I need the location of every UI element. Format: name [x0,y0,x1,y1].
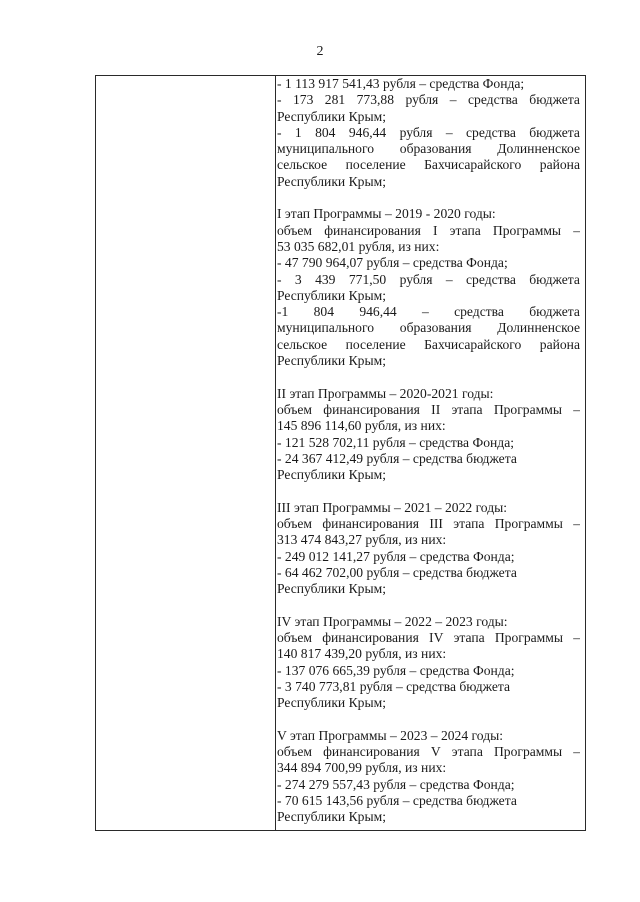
text-line: Республики Крым; [277,467,386,483]
text-line: - 249 012 141,27 рубля – средства Фонда; [277,548,515,564]
text-line: объем финансирования IV этапа Программы – [277,630,580,646]
text-line: - 3 439 771,50 рубля – средства бюджета [277,271,580,287]
text-line: - 1 804 946,44 рубля – средства бюджета [277,124,580,140]
text-line: - 47 790 964,07 рубля – средства Фонда; [277,255,508,271]
text-line: 344 894 700,99 рубля, из них: [277,760,447,776]
text-line: - 173 281 773,88 рубля – средства бюджета [277,92,580,108]
text-line: Республики Крым; [277,581,386,597]
text-line: - 274 279 557,43 рубля – средства Фонда; [277,776,515,792]
page-number: 2 [316,44,324,59]
text-line: III этап Программы – 2021 – 2022 годы: [277,499,508,515]
text-line: - 121 528 702,11 рубля – средства Фонда; [277,434,515,450]
text-line: объем финансирования I этапа Программы – [277,222,580,238]
financing-table [95,75,586,831]
text-line: - 24 367 412,49 рубля – средства бюджета [277,450,517,466]
text-line: - 3 740 773,81 рубля – средства бюджета [277,678,511,694]
text-line: сельское поселение Бахчисарайского района [277,157,580,173]
text-line: муниципального образования Долинненское [277,141,580,157]
text-line: Республики Крым; [277,287,386,303]
text-line: Республики Крым; [277,108,386,124]
text-line: I этап Программы – 2019 - 2020 годы: [277,206,496,222]
column-divider [275,76,276,830]
text-line: - 137 076 665,39 рубля – средства Фонда; [277,662,515,678]
text-line: V этап Программы – 2023 – 2024 годы: [277,727,504,743]
text-line: Республики Крым; [277,353,386,369]
text-line: муниципального образования Долинненское [277,320,580,336]
text-line: 140 817 439,20 рубля, из них: [277,646,447,662]
text-line: Республики Крым; [277,809,386,825]
text-line: сельское поселение Бахчисарайского района [277,336,580,352]
text-line: 53 035 682,01 рубля, из них: [277,238,440,254]
paragraph-gap [277,369,580,385]
paragraph-gap [277,598,580,614]
paragraph-gap [277,712,580,728]
paragraph-gap [277,483,580,499]
text-line: объем финансирования III этапа Программы – [277,516,580,532]
text-line: 313 474 843,27 рубля, из них: [277,532,447,548]
text-line: II этап Программы – 2020-2021 годы: [277,385,494,401]
text-line: - 64 462 702,00 рубля – средства бюджета [277,564,517,580]
text-line: объем финансирования V этапа Программы – [277,744,580,760]
text-line: 145 896 114,60 рубля, из них: [277,418,446,434]
text-line: Республики Крым; [277,173,386,189]
financing-text-cell [277,76,580,826]
text-line: - 1 113 917 541,43 рубля – средства Фонда; [277,76,525,91]
text-line: Республики Крым; [277,695,386,711]
text-line: объем финансирования II этапа Программы – [277,401,580,417]
paragraph-gap [277,190,580,206]
text-line: IV этап Программы – 2022 – 2023 годы: [277,613,508,629]
text-line: -1 804 946,44 – средства бюджета [277,304,580,320]
text-line: - 70 615 143,56 рубля – средства бюджета [277,793,517,809]
